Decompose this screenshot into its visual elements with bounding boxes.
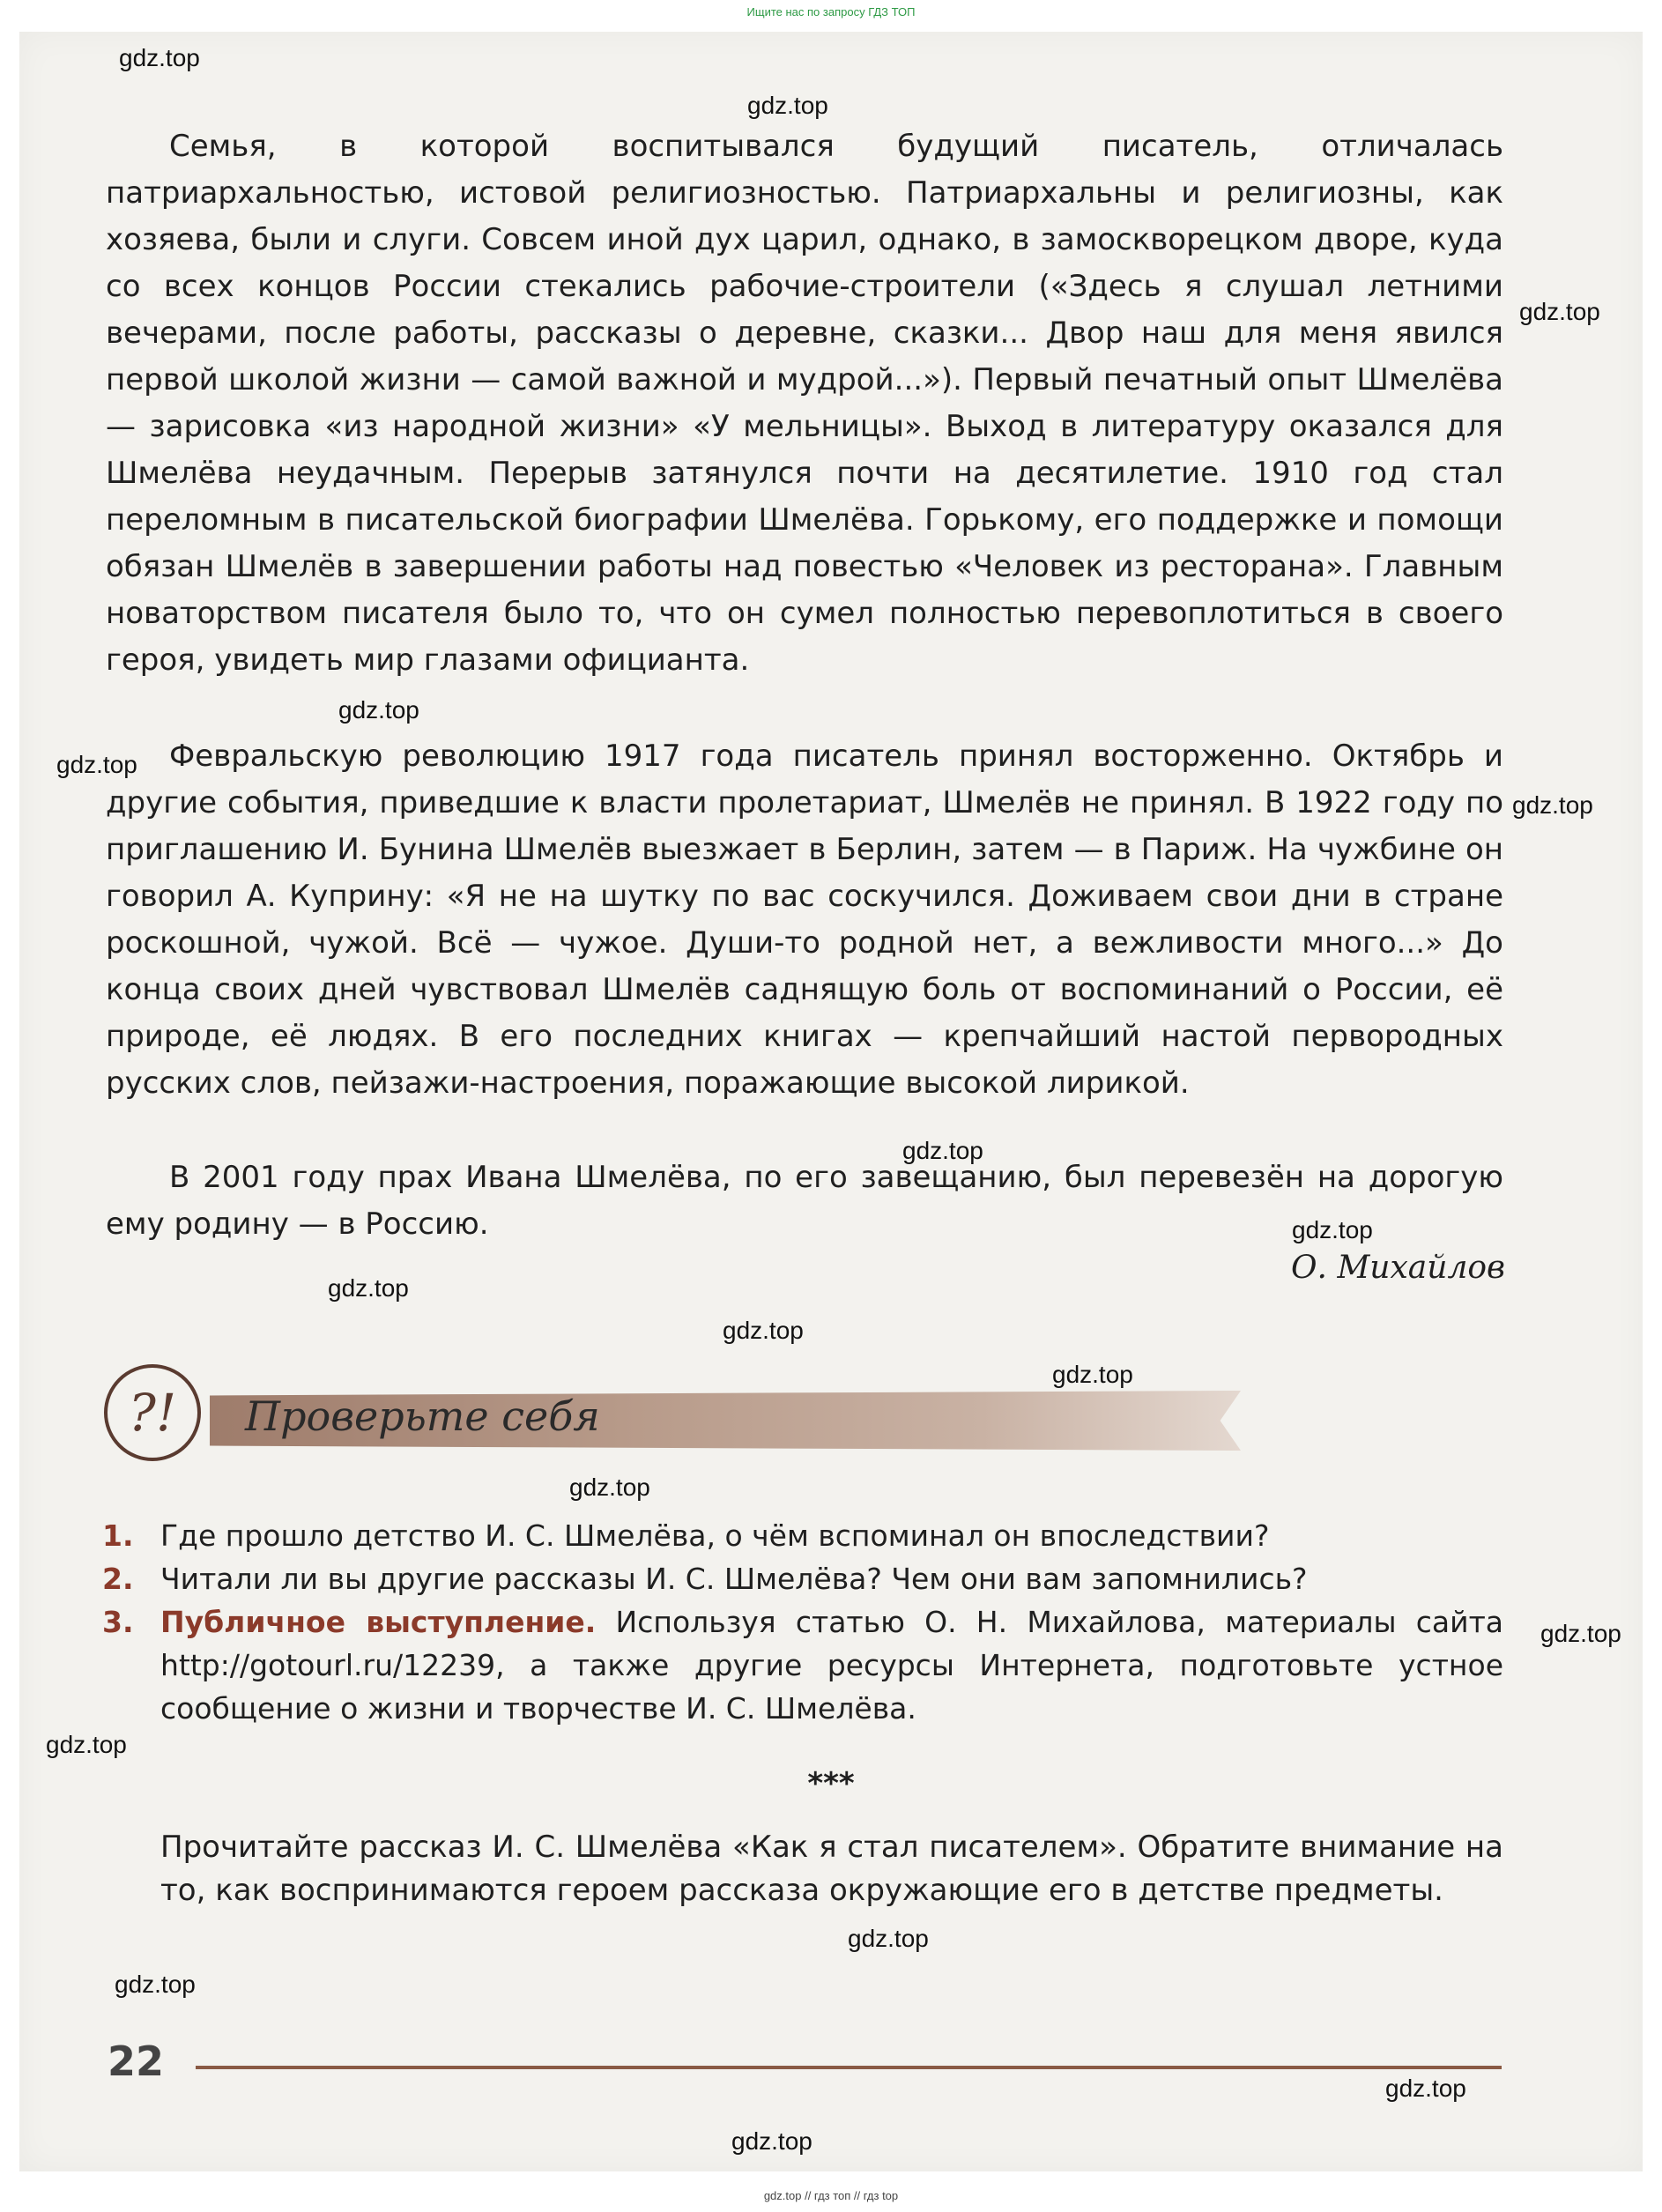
question-number: 3. (102, 1605, 134, 1639)
watermark: gdz.top (119, 44, 200, 71)
watermark: gdz.top (328, 1274, 409, 1302)
question-text: Используя статью О. Н. Михайлова, материалы сайта http://gotourl.ru/12239, а также другие ресурсы Интернета, подготовьте устное сообщение о жизни и творчестве И. С. Шмелёва. (160, 1605, 1504, 1726)
footer-rule (196, 2066, 1502, 2069)
paragraph-2: Февральскую революцию 1917 года писатель принял восторженно. Октябрь и другие события, приведшие к власти пролетариат, Шмелёв не принял. В 1922 году по приглашению И. Бунина Шмелёв выезжает в Берлин, затем — в Париж. На чужбине он говорил А. Куприну: «Я не на шутку по вас соскучился. Доживаем свои дни в стране роскошной, чужой. Всё — чужое. Души-то родной нет, а вежливости много...» До конца своих дней чувствовал Шмелёв саднящую боль от воспоминаний о России, её природе, её людях. В его последних книгах — крепчайший настой первородных русских слов, пейзажи-настроения, поражающие высокой лирикой. (106, 739, 1503, 1101)
page-number: 22 (108, 2038, 165, 2085)
watermark: gdz.top (731, 2127, 812, 2155)
question-number: 2. (102, 1562, 134, 1596)
header-note: Ищите нас по запросу ГДЗ ТОП (746, 5, 916, 19)
question-number: 1. (102, 1518, 134, 1553)
question-text: Читали ли вы другие рассказы И. С. Шмелёва? Чем они вам запомнились? (160, 1562, 1308, 1596)
watermark: gdz.top (1540, 1620, 1621, 1647)
paragraph-3: В 2001 году прах Ивана Шмелёва, по его завещанию, был перевезён на дорогую ему родину — в Россию. (106, 1160, 1503, 1242)
question-text: Где прошло детство И. С. Шмелёва, о чём вспоминал он впоследствии? (160, 1518, 1270, 1553)
watermark: gdz.top (115, 1971, 196, 1998)
question-item (102, 1600, 1503, 1730)
separator: *** (807, 1766, 855, 1801)
reading-task: Прочитайте рассказ И. С. Шмелёва «Как я стал писателем». Обратите внимание на то, как воспринимаются героем рассказа окружающие его в детстве предметы. (160, 1830, 1503, 1908)
watermark: gdz.top (1292, 1216, 1373, 1243)
footer-note: gdz.top // гдз топ // гдз top (763, 2189, 899, 2202)
section-title: Проверьте себя (245, 1392, 600, 1440)
questions-list (102, 1514, 1503, 1730)
watermark: gdz.top (1519, 298, 1600, 325)
author-signature: О. Михайлов (1291, 1250, 1505, 1286)
question-label: Публичное выступление. (160, 1605, 597, 1639)
watermark: gdz.top (46, 1731, 127, 1758)
section-banner (104, 1364, 1250, 1463)
watermark: gdz.top (1512, 791, 1593, 819)
watermark: gdz.top (1052, 1361, 1133, 1388)
watermark: gdz.top (338, 696, 419, 724)
question-item (102, 1557, 1503, 1600)
question-item (102, 1514, 1503, 1557)
watermark: gdz.top (848, 1925, 929, 1952)
watermark: gdz.top (569, 1473, 650, 1501)
watermark: gdz.top (723, 1317, 804, 1344)
watermark: gdz.top (56, 751, 137, 778)
question-exclamation-icon: ?! (104, 1364, 201, 1461)
watermark: gdz.top (1385, 2075, 1466, 2102)
paragraph-1: Семья, в которой воспитывался будущий писатель, отличалась патриархальностью, истовой религиозностью. Патриархальны и религиозны, как хозяева, были и слуги. Совсем иной дух царил, однако, в замоскворецком дворе, куда со всех концов России стекались рабочие-строители («Здесь я слушал летними вечерами, после работы, рассказы о деревне, сказки... Двор наш для меня явился первой школой жизни — самой важной и мудрой...»). Первый печатный опыт Шмелёва — зарисовка «из народной жизни» «У мельницы». Выход в литературу оказался для Шмелёва неудачным. Перерыв затянулся почти на десятилетие. 1910 год стал переломным в писательской биографии Шмелёва. Горькому, его поддержке и помощи обязан Шмелёв в завершении работы над повестью «Человек из ресторана». Главным новаторством писателя было то, что он сумел полностью перевоплотиться в своего героя, увидеть мир глазами официанта. (106, 129, 1503, 678)
watermark: gdz.top (747, 92, 828, 119)
watermark: gdz.top (902, 1137, 983, 1164)
